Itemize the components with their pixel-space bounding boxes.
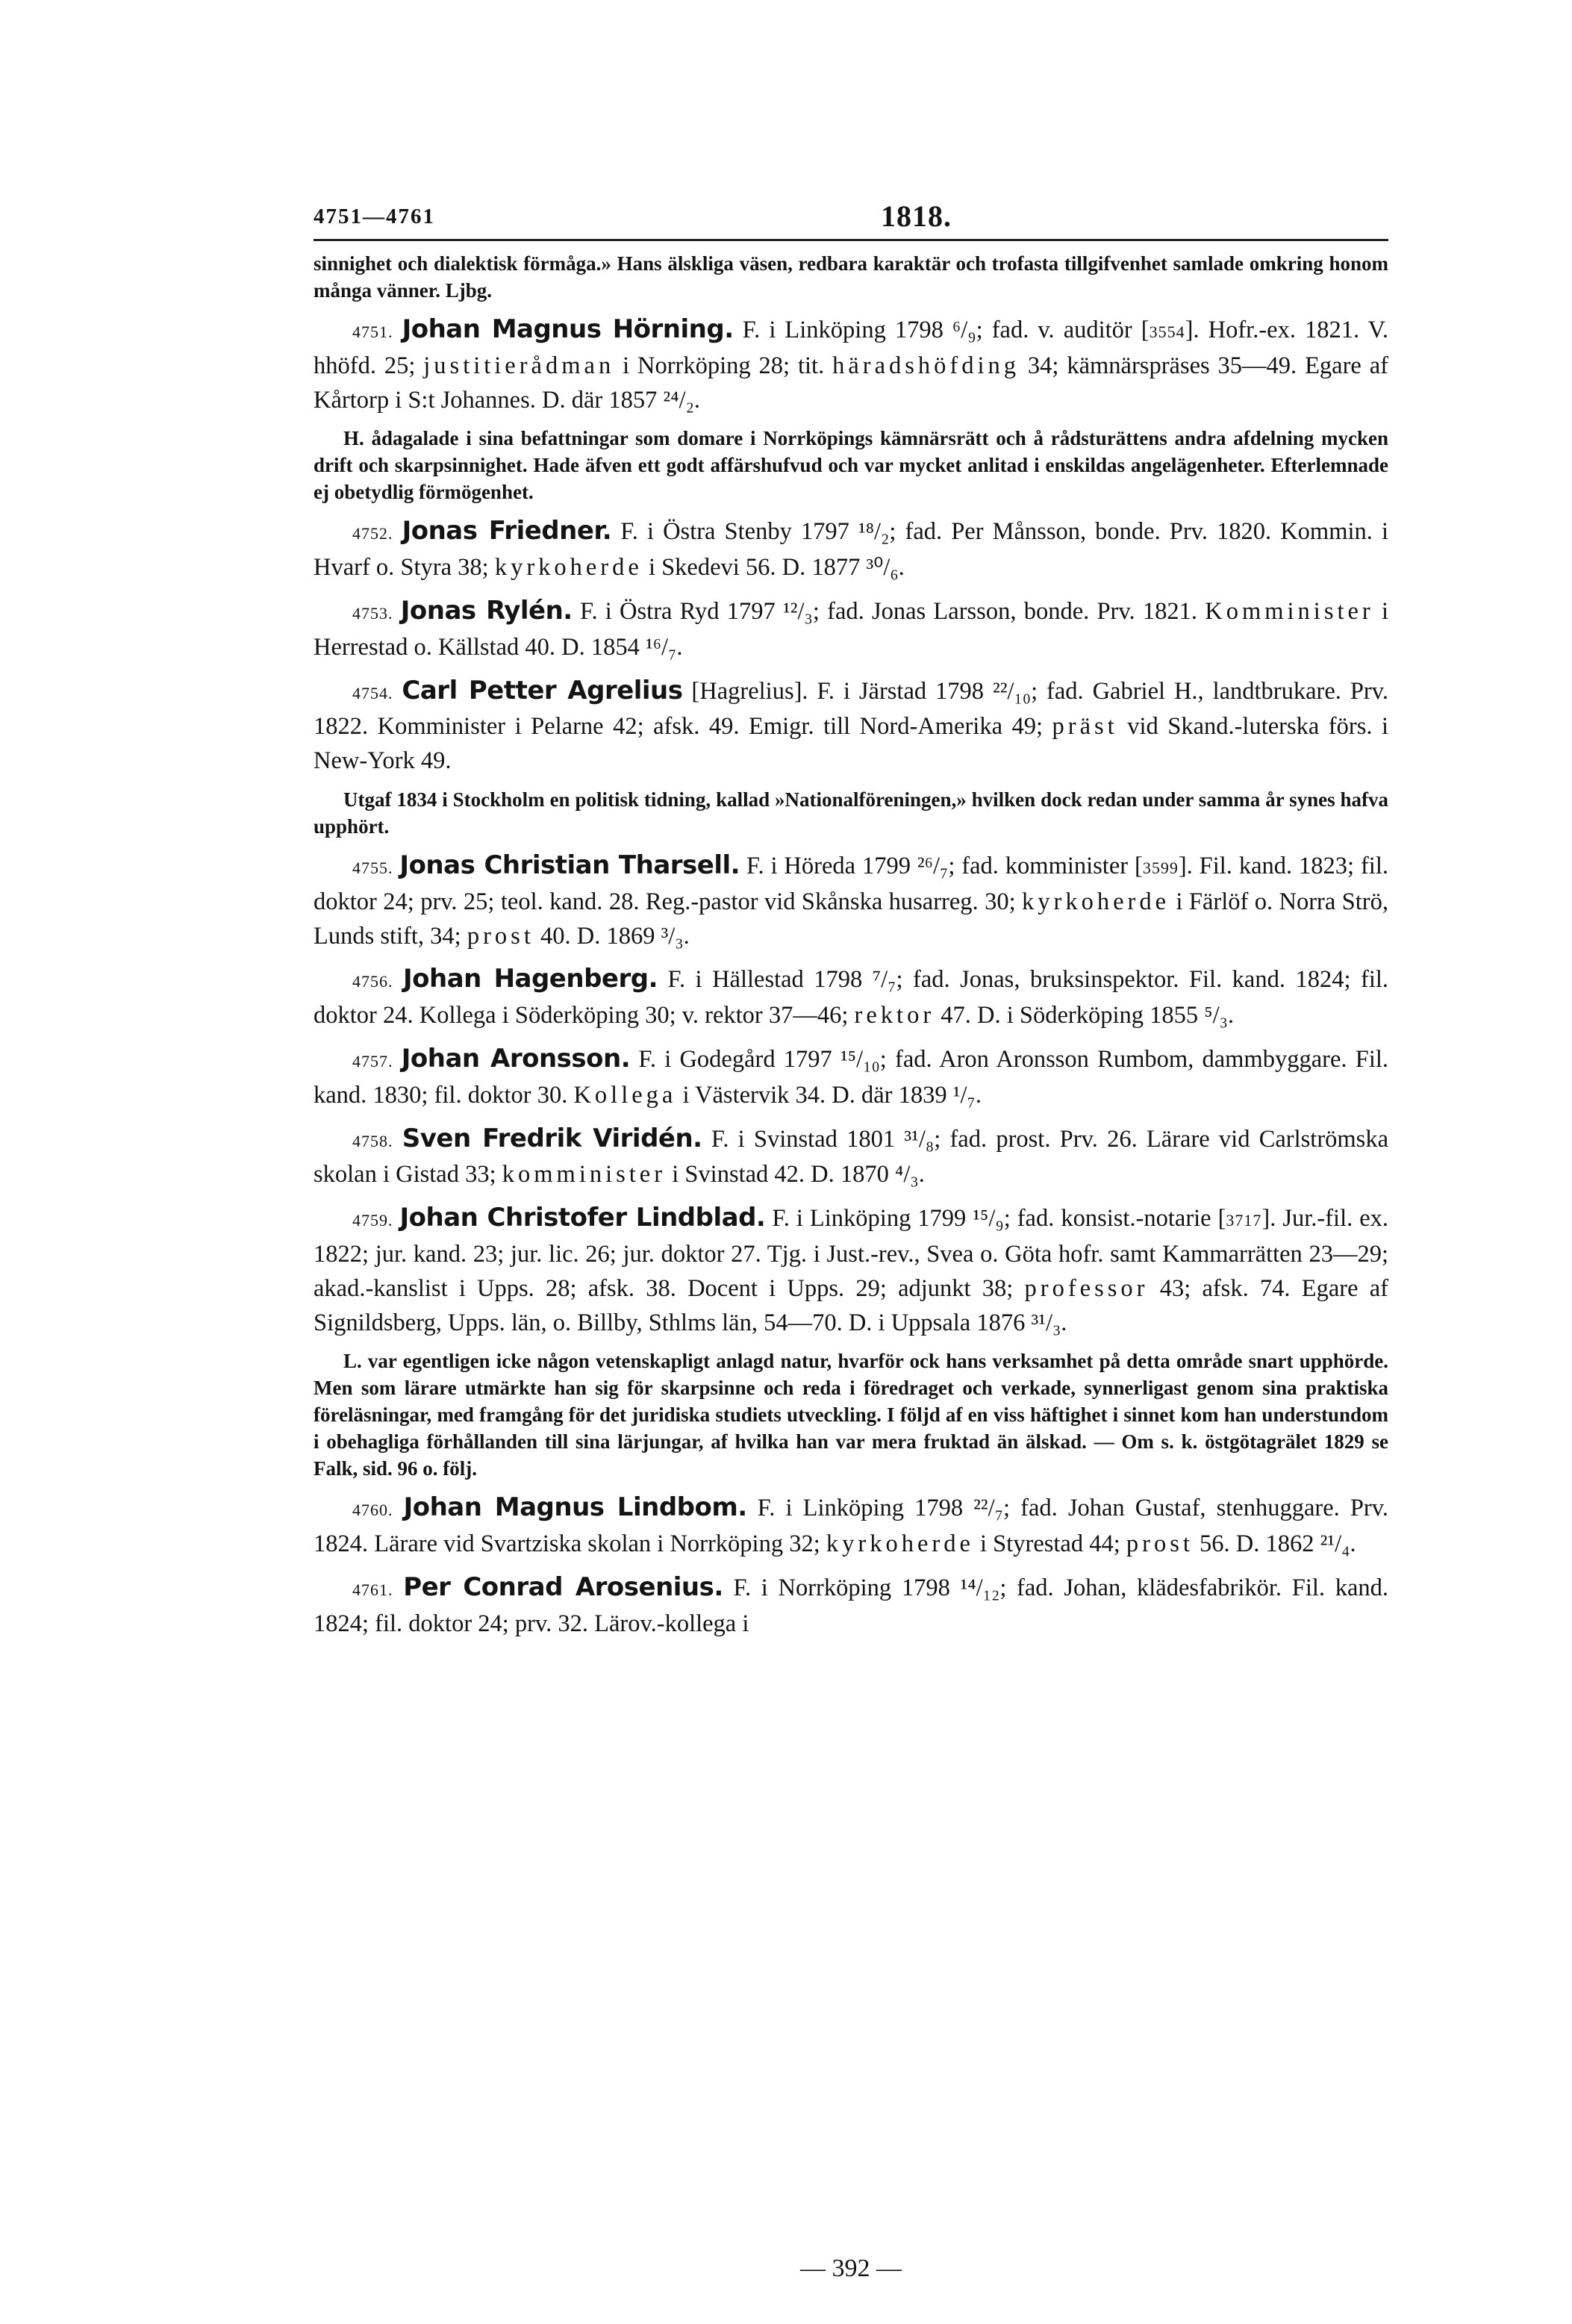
- entry-note-4751: H. ådagalade i sina befattningar som domare i Norrköpings kämnärsrätt och å rådsturättens andra afdelning mycken drift och skarpsinnighet. Hade äfven ett godt affärshufvud och var mycket anlitad i enskildas angelägenheter. Efterlemnade ej obetydlig förmögenhet.: [314, 427, 1388, 504]
- entry-number: 4757.: [352, 1051, 393, 1071]
- entry-4760: 4760. Johan Magnus Lindbom. F. i Linköping 1798 ²²/₇; fad. Johan Gustaf, stenhuggare. Prv. 1824. Lärare vid Svartziska skolan i Norrköping 32; kyrkoherde i Styrestad 44; prost 56. D. 1862 ²¹/₄.: [314, 1492, 1389, 1558]
- cross-ref: 3599: [1142, 858, 1179, 877]
- running-header: [314, 196, 1388, 240]
- cross-ref: 3554: [1149, 323, 1185, 341]
- entry-number: 4755.: [352, 858, 393, 877]
- entry-number: 4753.: [352, 603, 393, 623]
- person-name: Johan Magnus Hörning.: [402, 314, 734, 344]
- title-spaced: justitierådman: [423, 352, 615, 379]
- entry-number: 4760.: [352, 1501, 393, 1520]
- entry-4752: 4752. Jonas Friedner. F. i Östra Stenby 1797 ¹⁸/₂; fad. Per Månsson, bonde. Prv. 1820. Kommin. i Hvarf o. Styra 38; kyrkoherde i Skedevi 56. D. 1877 ³⁰/₆.: [314, 516, 1389, 582]
- person-name: Johan Christofer Lindblad.: [399, 1203, 766, 1233]
- person-name: Johan Magnus Lindbom.: [403, 1492, 747, 1523]
- title-spaced: präst: [1052, 713, 1118, 741]
- entry-number: 4759.: [352, 1211, 393, 1230]
- title-spaced: Kollega: [573, 1081, 677, 1109]
- entry-4753: 4753. Jonas Rylén. F. i Östra Ryd 1797 ¹²/₃; fad. Jonas Larsson, bonde. Prv. 1821. Komminister i Herrestad o. Källstad 40. D. 1854 ¹⁶/₇.: [314, 595, 1389, 661]
- person-name: Johan Aronsson.: [401, 1043, 631, 1074]
- person-name: Carl Petter Agrelius: [402, 675, 683, 705]
- person-name: Jonas Friedner.: [402, 516, 612, 546]
- title-spaced: Komminister: [1205, 597, 1374, 625]
- page-number: — 392 —: [800, 2255, 902, 2282]
- entry-4754: 4754. Carl Petter Agrelius [Hagrelius]. F. i Järstad 1798 ²²/₁₀; fad. Gabriel H., landtbrukare. Prv. 1822. Komminister i Pelarne 42; afsk. 49. Emigr. till Nord-Amerika 49; präst vid Skand.-luterska förs. i New-York 49.: [314, 675, 1389, 775]
- entry-range: 4751—4761: [314, 205, 435, 228]
- page-body: [314, 250, 1388, 1642]
- title-spaced: rektor: [854, 1002, 935, 1029]
- cross-ref: 3717: [1226, 1211, 1262, 1230]
- person-name: Johan Hagenberg.: [403, 964, 658, 994]
- entry-number: 4761.: [352, 1580, 393, 1599]
- entry-4758: 4758. Sven Fredrik Viridén. F. i Svinstad 1801 ³¹/₈; fad. prost. Prv. 26. Lärare vid Carlströmska skolan i Gistad 33; komminister i Svinstad 42. D. 1870 ⁴/₃.: [314, 1123, 1389, 1189]
- entry-4755: 4755. Jonas Christian Tharsell. F. i Höreda 1799 ²⁶/₇; fad. komminister [3599]. Fil. kand. 1823; fil. doktor 24; prv. 25; teol. kand. 28. Reg.-pastor vid Skånska husarreg. 30; kyrkoherde i Färlöf o. Norra Strö, Lunds stift, 34; prost 40. D. 1869 ³/₃.: [314, 850, 1388, 950]
- entry-number: 4758.: [352, 1131, 393, 1150]
- title-spaced: kyrkoherde: [494, 554, 643, 582]
- entry-note-4754: Utgaf 1834 i Stockholm en politisk tidning, kallad »Nationalföreningen,» hvilken dock redan under samma år synes hafva upphört.: [314, 788, 1388, 838]
- title-spaced: professor: [1024, 1274, 1149, 1302]
- entry-4759: 4759. Johan Christofer Lindblad. F. i Linköping 1799 ¹⁵/₉; fad. konsist.-notarie [3717]. Jur.-fil. ex. 1822; jur. kand. 23; jur. lic. 26; jur. doktor 27. Tjg. i Just.-rev., Svea o. Göta hofr. samt Kammarrätten 23—29; akad.-kanslist i Upps. 28; afsk. 38. Docent i Upps. 29; adjunkt 38; professor 43; afsk. 74. Egare af Signildsberg, Upps. län, o. Billby, Sthlms län, 54—70. D. i Uppsala 1876 ³¹/₃.: [314, 1203, 1389, 1336]
- title-spaced: häradshöfding: [832, 352, 1020, 379]
- continued-note: sinnighet och dialektisk förmåga.» Hans älskliga väsen, redbara karaktär och trofasta tillgifvenhet samlade omkring honom många vänner. Ljbg.: [314, 252, 1388, 302]
- entry-4757: 4757. Johan Aronsson. F. i Godegård 1797 ¹⁵/₁₀; fad. Aron Aronsson Rumbom, dammbyggare. Fil. kand. 1830; fil. doktor 30. Kollega i Västervik 34. D. där 1839 ¹/₇.: [314, 1043, 1388, 1109]
- title-spaced: kyrkoherde: [826, 1530, 974, 1558]
- entry-number: 4754.: [352, 683, 393, 703]
- entry-number: 4756.: [352, 972, 393, 991]
- entry-4756: 4756. Johan Hagenberg. F. i Hällestad 1798 ⁷/₇; fad. Jonas, bruksinspektor. Fil. kand. 1824; fil. doktor 24. Kollega i Söderköping 30; v. rektor 37—46; rektor 47. D. i Söderköping 1855 ⁵/₃.: [314, 964, 1389, 1029]
- title-spaced: komminister: [502, 1161, 667, 1189]
- entry-note-4759: L. var egentligen icke någon vetenskapligt anlagd natur, hvarför ock hans verksamhet på detta område snart upphörde. Men som lärare utmärkte han sig för skarpsinne och reda i föredraget och verkade, synnerligast genom sina praktiska föreläsningar, med framgång för det juridiska studiets utveckling. I följd af en viss häftighet i sinnet kom han understundom i obehagliga förhållanden till sina lärjungar, af hvilka han var mera fruktad än älskad. — Om s. k. östgötagrälet 1829 se Falk, sid. 96 o. följ.: [314, 1350, 1388, 1480]
- person-name: Per Conrad Arosenius.: [403, 1571, 723, 1602]
- entry-4761: 4761. Per Conrad Arosenius. F. i Norrköping 1798 ¹⁴/₁₂; fad. Johan, klädesfabrikör. Fil. kand. 1824; fil. doktor 24; prv. 32. Lärov.-kollega i: [314, 1571, 1388, 1637]
- title-spaced: prost: [1126, 1530, 1194, 1558]
- title-spaced: prost: [467, 922, 534, 950]
- page-year: 1818.: [881, 199, 952, 233]
- entry-number: 4752.: [352, 524, 393, 543]
- person-name: Jonas Christian Tharsell.: [399, 850, 740, 880]
- entry-number: 4751.: [352, 323, 393, 341]
- title-spaced: kyrkoherde: [1022, 888, 1170, 915]
- person-name: Sven Fredrik Viridén.: [402, 1123, 702, 1153]
- entry-4751: 4751. Johan Magnus Hörning. F. i Linköping 1798 ⁶/₉; fad. v. auditör [3554]. Hofr.-ex. 1821. V. hhöfd. 25; justitierådman i Norrköping 28; tit. häradshöfding 34; kämnärspräses 35—49. Egare af Kårtorp i S:t Johannes. D. där 1857 ²⁴/₂.: [314, 314, 1389, 414]
- person-name: Jonas Rylén.: [400, 595, 573, 626]
- header-rule: [314, 239, 1388, 241]
